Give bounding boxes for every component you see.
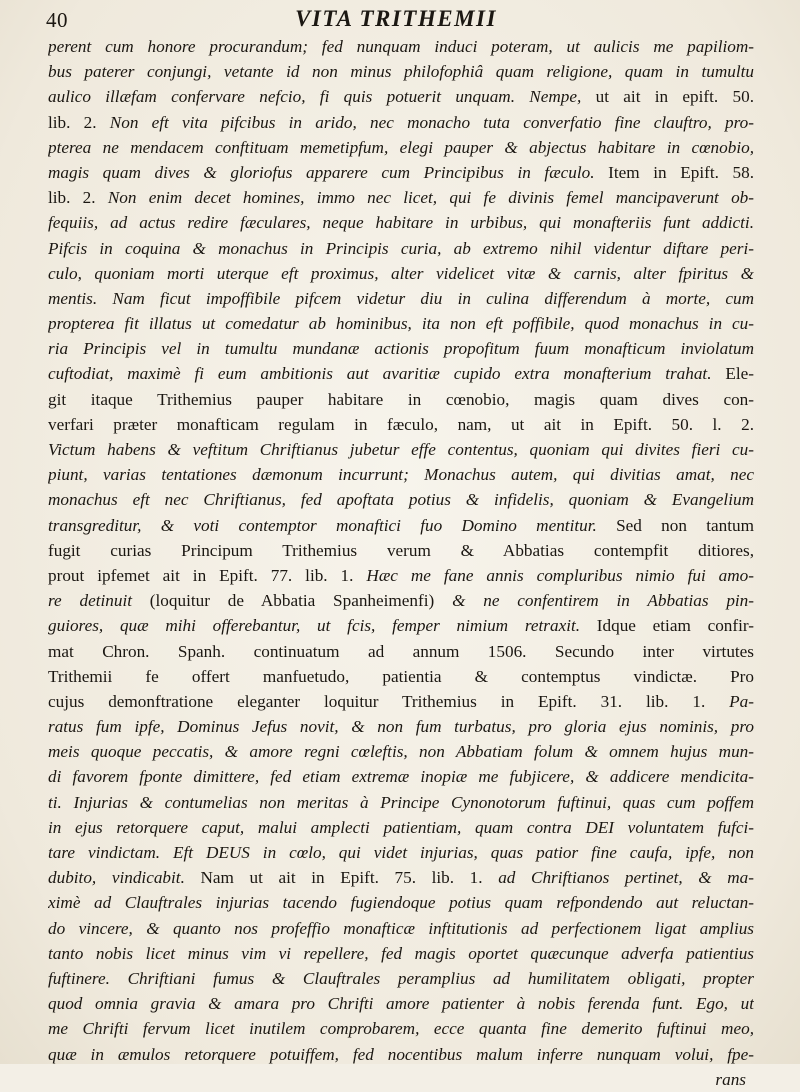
- italic-run: di favorem fponte dimittere, fed etiam extremæ inopiæ me fubjicere, & addicere mendicita-: [48, 767, 754, 787]
- text-line: [48, 639, 754, 664]
- roman-run: Sed non tantum: [596, 515, 754, 535]
- italic-run: & ne confentirem in Abbatias pin-: [452, 591, 754, 611]
- roman-run: mat Chron. Spanh. continuatum ad annum 1506. Secundo inter virtutes: [48, 641, 754, 661]
- text-line: [48, 210, 754, 235]
- text-line: [48, 110, 754, 135]
- italic-run: pterea ne mendacem conftituam memetipfum, elegi pauper & abjectus habitare in cœnobio,: [48, 137, 754, 157]
- italic-run: perent cum honore procurandum; fed nunquam induci poteram, ut aulicis me papiliom-: [48, 37, 754, 56]
- italic-run: transgreditur, & voti contemptor monaftici fuo Domino mentitur.: [48, 515, 597, 535]
- italic-run: quæ in æmulos retorquere potuiffem, fed nocentibus malum inferre nunquam volui, fpe-: [48, 1044, 754, 1064]
- italic-run: guiores, quæ mihi offerebantur, ut fcis, femper nimium retraxit.: [48, 616, 581, 636]
- italic-run: me Chrifti fervum licet inutilem comprobarem, ecce quanta fine demerito fuftinui meo,: [48, 1019, 754, 1039]
- text-line: [48, 513, 754, 538]
- running-title: VITA TRITHEMII: [295, 6, 497, 31]
- italic-run: tare vindictam. Eft DEUS in cœlo, qui videt injurias, quas patior fine caufa, ipfe, non: [48, 843, 754, 862]
- roman-run: prout ipfemet ait in Epift. 77. lib. 1.: [48, 565, 367, 585]
- text-line: [48, 1042, 754, 1067]
- roman-run: (loquitur de Abbatia Spanheimenfi): [132, 591, 453, 611]
- text-line: [48, 1016, 754, 1041]
- italic-run: Non enim decet homines, immo nec licet, qui fe divinis femel mancipaverunt ob-: [107, 188, 754, 208]
- text-line: [48, 311, 754, 336]
- italic-run: rans: [715, 1069, 746, 1089]
- italic-run: bus paterer conjungi, vetante id non minus philofophiâ quam religione, quam in tumultu: [48, 62, 754, 82]
- roman-run: Idque etiam confir-: [580, 616, 754, 636]
- text-line: [48, 790, 754, 815]
- text-line: [48, 538, 754, 563]
- italic-run: quod omnia gravia & amara pro Chrifti amore patienter à nobis ferenda funt. Ego, ut: [48, 994, 754, 1014]
- text-line: [48, 664, 754, 689]
- body-text: [48, 34, 754, 1092]
- text-line: [48, 714, 754, 739]
- italic-run: ximè ad Clauftrales injurias tacendo fugiendoque potius quam refpondendo aut reluctan-: [48, 893, 754, 913]
- text-line: [48, 991, 754, 1016]
- italic-run: fuftinere. Chriftiani fumus & Clauftrales peramplius ad humilitatem obligati, propter: [48, 968, 754, 988]
- text-line: [48, 84, 754, 109]
- italic-run: in ejus retorquere caput, malui amplecti patientiam, quam contra DEI voluntatem fufci-: [48, 817, 754, 837]
- roman-run: Nam ut ait in Epift. 75. lib. 1.: [184, 868, 499, 888]
- text-line: [48, 160, 754, 185]
- italic-run: re detinuit: [48, 591, 132, 611]
- text-line: [48, 613, 754, 638]
- italic-run: cuftodiat, maximè fi eum ambitionis aut avaritiæ cupido extra monafterium trahat.: [48, 364, 712, 384]
- roman-run: fugit curias Principum Trithemius verum & Abbatias contempfit ditiores,: [48, 540, 754, 560]
- text-line: [48, 185, 754, 210]
- page-header: [46, 6, 746, 36]
- italic-run: magis quam dives & gloriofus apparere cum Principibus in fæculo.: [48, 162, 595, 182]
- italic-run: Pifcis in coquina & monachus in Principis curia, ab extremo nihil videntur diftare peri-: [48, 238, 754, 258]
- italic-run: monachus eft nec Chriftianus, fed apoftata potius & infidelis, quoniam & Evangelium: [48, 490, 754, 510]
- page-number: 40: [46, 8, 68, 32]
- roman-run: lib. 2.: [48, 112, 110, 132]
- italic-run: piunt, varias tentationes dæmonum incurrunt; Monachus autem, qui divitias amat, nec: [48, 465, 754, 485]
- text-line: [48, 941, 754, 966]
- text-line: [48, 840, 754, 865]
- text-line: [48, 437, 754, 462]
- italic-run: aulico illæfam confervare nefcio, fi quis potuerit unquam. Nempe,: [48, 87, 582, 107]
- italic-run: mentis. Nam ficut impoffibile pifcem videtur diu in culina differendum à morte, cum: [48, 288, 754, 308]
- roman-run: Trithemii fe offert manfuetudo, patientia & contemptus vindictæ. Pro: [48, 666, 754, 686]
- text-line: [48, 865, 754, 890]
- italic-run: meis quoque peccatis, & amore regni cœleftis, non Abbatiam folum & omnem hujus mun-: [48, 742, 754, 762]
- italic-run: Pa-: [729, 691, 754, 711]
- text-line: [48, 286, 754, 311]
- text-line: [48, 59, 754, 84]
- italic-run: Hæc me fane annis compluribus nimio fui amo-: [366, 565, 754, 585]
- text-line: [48, 588, 754, 613]
- italic-run: culo, quoniam morti uterque eft proximus, alter videlicet vitæ & carnis, alter fpiritus &: [48, 263, 754, 283]
- italic-run: Victum habens & veftitum Chriftianus jubetur effe contentus, quoniam qui divites fieri cu-: [48, 440, 754, 459]
- roman-run: lib. 2.: [48, 188, 108, 208]
- text-line: [48, 563, 754, 588]
- catchword: [48, 1067, 754, 1092]
- text-line: [48, 462, 754, 487]
- text-line: [48, 261, 754, 286]
- italic-run: ria Principis vel in tumultu mundanæ actionis propofitum fuum monafticum inviolatum: [48, 339, 754, 359]
- roman-run: git itaque Trithemius pauper habitare in cœnobio, magis quam dives con-: [48, 389, 754, 409]
- italic-run: propterea fit illatus ut comedatur ab hominibus, ita non eft poffibile, quod monachus in cu-: [48, 314, 754, 334]
- text-line: [48, 916, 754, 941]
- roman-run: verfari præter monafticam regulam in fæculo, nam, ut ait in Epift. 50. l. 2.: [48, 414, 754, 434]
- text-line: [48, 890, 754, 915]
- text-line: [48, 764, 754, 789]
- roman-run: ut ait in epift. 50.: [581, 87, 754, 107]
- text-line: [48, 387, 754, 412]
- text-line: [48, 689, 754, 714]
- italic-run: ad Chriftianos pertinet, & ma-: [498, 868, 754, 888]
- text-line: [48, 966, 754, 991]
- text-line: [48, 487, 754, 512]
- italic-run: ti. Injurias & contumelias non meritas à Principe Cynonotorum fuftinui, quas cum poffem: [48, 792, 754, 812]
- text-line: [48, 236, 754, 261]
- italic-run: tanto nobis licet minus vim vi repellere, fed magis oportet quæcunque adverfa patientius: [48, 943, 754, 963]
- roman-run: Item in Epift. 58.: [594, 162, 754, 182]
- italic-run: fequiis, ad actus redire fæculares, neque habitare in urbibus, qui monafteriis funt addicti.: [48, 213, 754, 233]
- text-line: [48, 739, 754, 764]
- text-line: [48, 135, 754, 160]
- italic-run: ratus fum ipfe, Dominus Jefus novit, & non fum turbatus, pro gloria ejus nominis, pro: [48, 717, 754, 737]
- italic-run: Non eft vita pifcibus in arido, nec monacho tuta converfatio fine clauftro, pro-: [109, 112, 754, 132]
- roman-run: cujus demonftratione eleganter loquitur Trithemius in Epift. 31. lib. 1.: [48, 691, 730, 711]
- text-line: [48, 336, 754, 361]
- italic-run: dubito, vindicabit.: [48, 868, 185, 888]
- text-line: [48, 361, 754, 386]
- text-line: [48, 815, 754, 840]
- italic-run: do vincere, & quanto nos profeffio monafticæ inftitutionis ad perfectionem ligat amplius: [48, 918, 754, 938]
- roman-run: Ele-: [711, 364, 754, 384]
- text-line: [48, 412, 754, 437]
- text-line: [48, 34, 754, 59]
